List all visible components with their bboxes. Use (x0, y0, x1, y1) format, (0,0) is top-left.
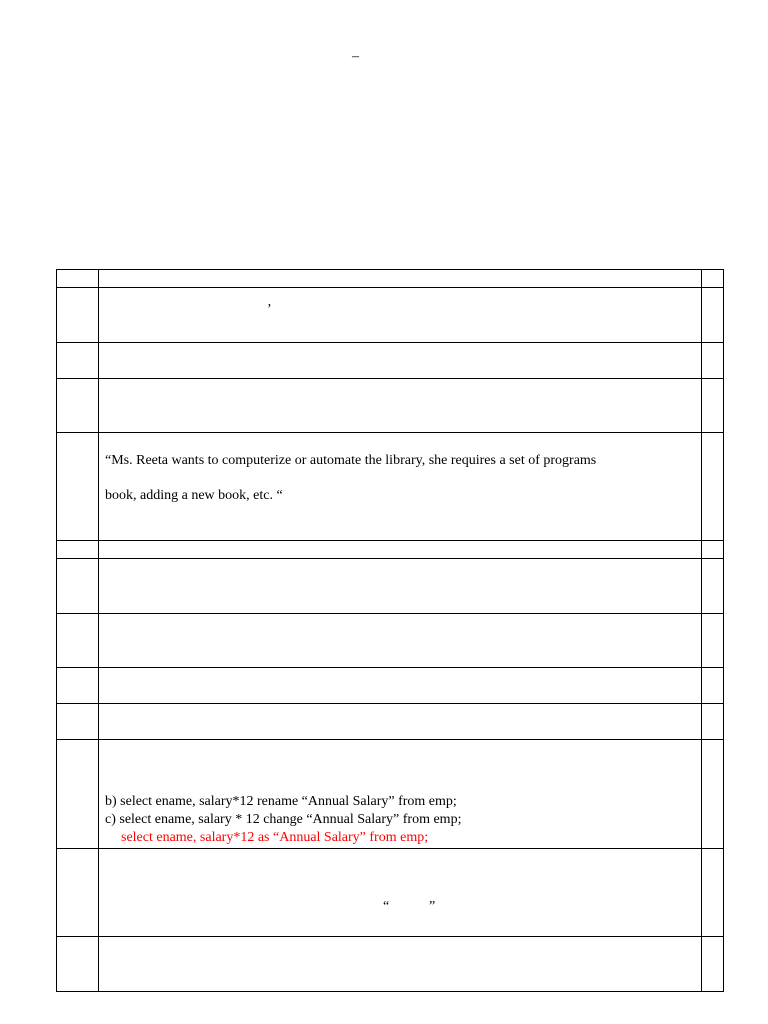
table-row (57, 288, 724, 343)
table-row (57, 433, 724, 541)
table-row (57, 343, 724, 379)
marks-cell (702, 849, 724, 937)
option-c-text: c) select ename, salary * 12 change “Annual Salary” from emp; (105, 812, 462, 827)
question-cell (99, 740, 702, 849)
apostrophe-mark: ’ (267, 302, 272, 317)
question-cell (99, 433, 702, 541)
number-cell (57, 849, 99, 937)
number-cell (57, 541, 99, 559)
marks-cell (702, 343, 724, 379)
marks-cell (702, 288, 724, 343)
question-cell (99, 379, 702, 433)
question-table (56, 269, 724, 992)
table-row (57, 559, 724, 614)
question-text-line: “Ms. Reeta wants to computerize or automate the library, she requires a set of programs (105, 453, 597, 468)
marks-cell (702, 614, 724, 668)
question-cell (99, 937, 702, 992)
table-row (57, 379, 724, 433)
marks-cell (702, 541, 724, 559)
close-quote-mark: ” (429, 899, 436, 914)
marks-cell (702, 704, 724, 740)
number-cell (57, 740, 99, 849)
question-cell (99, 270, 702, 288)
question-cell (99, 668, 702, 704)
question-text-line: book, adding a new book, etc. “ (105, 488, 283, 503)
number-cell (57, 668, 99, 704)
question-cell (99, 559, 702, 614)
number-cell (57, 937, 99, 992)
number-cell (57, 288, 99, 343)
marks-cell (702, 270, 724, 288)
table-row (57, 668, 724, 704)
marks-cell (702, 740, 724, 849)
marks-cell (702, 379, 724, 433)
question-cell (99, 704, 702, 740)
number-cell (57, 704, 99, 740)
question-cell (99, 343, 702, 379)
number-cell (57, 433, 99, 541)
header-dash: – (352, 49, 359, 64)
option-b-text: b) select ename, salary*12 rename “Annual Salary” from emp; (105, 794, 457, 809)
number-cell (57, 270, 99, 288)
marks-cell (702, 668, 724, 704)
open-quote-mark: “ (383, 899, 390, 914)
question-cell (99, 614, 702, 668)
marks-cell (702, 433, 724, 541)
question-cell (99, 849, 702, 937)
number-cell (57, 614, 99, 668)
table-row (57, 614, 724, 668)
number-cell (57, 559, 99, 614)
table-row (57, 704, 724, 740)
table-header-row (57, 270, 724, 288)
table-row (57, 937, 724, 992)
marks-cell (702, 937, 724, 992)
question-cell (99, 541, 702, 559)
answer-text: select ename, salary*12 as “Annual Salary” from emp; (121, 830, 429, 845)
number-cell (57, 343, 99, 379)
number-cell (57, 379, 99, 433)
marks-cell (702, 559, 724, 614)
table-row (57, 740, 724, 849)
table-row (57, 541, 724, 559)
table-row (57, 849, 724, 937)
question-cell (99, 288, 702, 343)
